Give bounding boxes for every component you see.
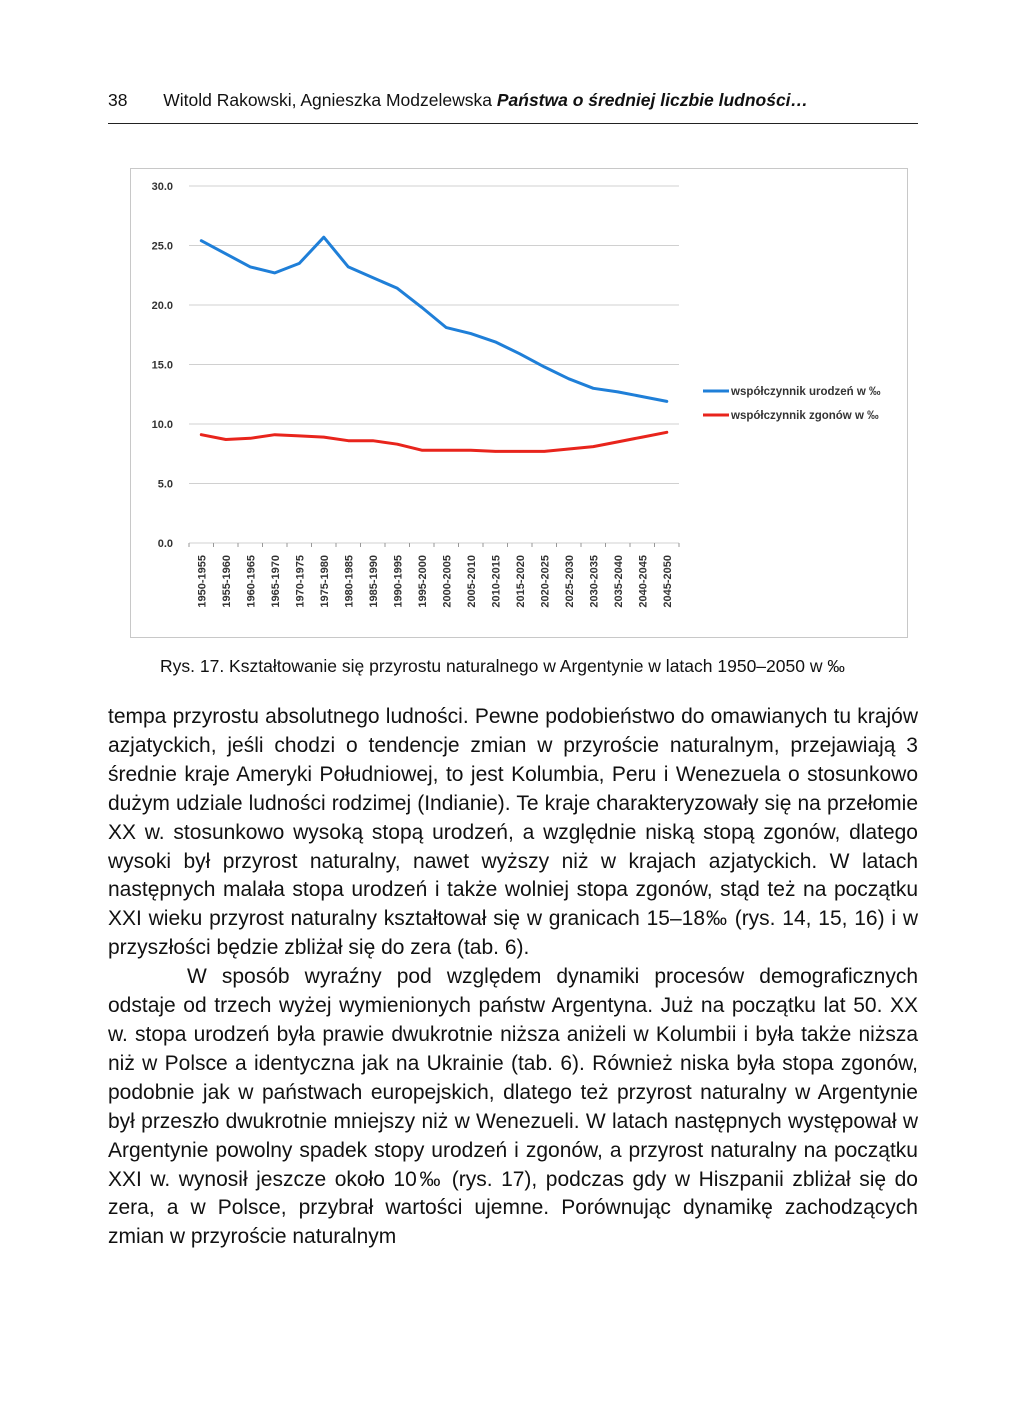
x-tick-label: 1980-1985 bbox=[343, 555, 356, 608]
data-point bbox=[372, 439, 374, 441]
header-rule bbox=[108, 123, 918, 124]
data-point bbox=[666, 400, 668, 402]
figure-chart bbox=[130, 168, 908, 638]
x-tick-label: 1960-1965 bbox=[245, 555, 258, 608]
data-point bbox=[200, 240, 202, 242]
x-tick-label: 2045-2050 bbox=[661, 555, 674, 608]
data-point bbox=[617, 391, 619, 393]
data-point bbox=[568, 448, 570, 450]
series-line bbox=[201, 432, 667, 451]
data-point bbox=[274, 434, 276, 436]
data-point bbox=[249, 437, 251, 439]
data-point bbox=[421, 306, 423, 308]
x-tick-label: 2005-2010 bbox=[465, 555, 478, 608]
x-tick-label: 2025-2030 bbox=[563, 555, 576, 608]
data-point bbox=[396, 443, 398, 445]
legend-label: współczynnik zgonów w ‰ bbox=[731, 410, 879, 422]
y-tick-label: 30.0 bbox=[151, 181, 173, 193]
y-tick-label: 25.0 bbox=[151, 240, 173, 253]
data-point bbox=[396, 287, 398, 289]
paragraph-2: W sposób wyraźny pod względem dynamiki procesów demograficznych odstaje od trzech wyżej wymienionych państw Argentyna. Już na początku lat 50. XX w. stopa urodzeń była prawie dwukrotnie niższa aniżeli w Kolumbii i była także niższa niż w Polsce a identyczna jak na Ukrainie (tab. 6). Również niska była stopa zgonów, podobnie jak w państwach europejskich, dlatego też przyrost naturalny w Argentynie był przeszło dwukrotnie mniejszy niż w Wenezueli. W latach następnych występował w Argentynie powolny spadek stopy urodzeń i zgonów, a przyrost naturalny na początku XXI w. wynosił jeszcze około 10‰ (rys. 17), podczas gdy w Hiszpanii zbliżał się do zera, a w Polsce, przybrał wartości ujemne. Porównując dynamikę zachodzących zmian w przyroście naturalnym bbox=[108, 965, 918, 1249]
data-point bbox=[372, 276, 374, 278]
x-tick-label: 1970-1975 bbox=[294, 555, 307, 608]
x-tick-label: 1995-2000 bbox=[416, 555, 429, 608]
x-tick-label: 1955-1960 bbox=[220, 555, 233, 608]
data-point bbox=[225, 253, 227, 255]
x-tick-label: 2020-2025 bbox=[539, 555, 552, 608]
data-point bbox=[641, 395, 643, 397]
body-text bbox=[108, 703, 918, 1252]
data-point bbox=[641, 436, 643, 438]
x-tick-label: 1985-1990 bbox=[367, 555, 380, 608]
y-tick-label: 5.0 bbox=[157, 478, 173, 491]
data-point bbox=[445, 326, 447, 328]
data-point bbox=[470, 449, 472, 451]
x-tick-label: 1965-1970 bbox=[269, 555, 282, 608]
data-point bbox=[519, 353, 521, 355]
figure-caption: Rys. 17. Kształtowanie się przyrostu naturalnego w Argentynie w latach 1950–2050 w ‰ bbox=[160, 656, 845, 676]
data-point bbox=[470, 332, 472, 334]
y-tick-label: 20.0 bbox=[151, 300, 173, 312]
x-tick-label: 2000-2005 bbox=[441, 555, 454, 608]
data-point bbox=[200, 434, 202, 436]
line-chart bbox=[131, 169, 909, 639]
header-title: Państwa o średniej liczbie ludności… bbox=[496, 90, 809, 110]
x-tick-label: 2030-2035 bbox=[588, 555, 601, 608]
data-point bbox=[347, 439, 349, 441]
series-line bbox=[201, 237, 667, 401]
x-tick-label: 2015-2020 bbox=[514, 555, 527, 608]
data-point bbox=[298, 435, 300, 437]
data-point bbox=[543, 366, 545, 368]
x-tick-label: 2035-2040 bbox=[612, 555, 625, 608]
data-point bbox=[568, 378, 570, 380]
x-tick-label: 1975-1980 bbox=[318, 555, 331, 608]
data-point bbox=[592, 387, 594, 389]
header-authors: Witold Rakowski, Agnieszka Modzelewska bbox=[163, 90, 492, 110]
x-tick-label: 1990-1995 bbox=[392, 555, 405, 608]
data-point bbox=[323, 236, 325, 238]
x-tick-label: 1950-1955 bbox=[196, 555, 209, 608]
data-point bbox=[347, 266, 349, 268]
data-point bbox=[323, 436, 325, 438]
legend-label: współczynnik urodzeń w ‰ bbox=[731, 386, 881, 398]
data-point bbox=[519, 450, 521, 452]
data-point bbox=[274, 272, 276, 274]
y-tick-label: 15.0 bbox=[151, 359, 173, 372]
data-point bbox=[225, 438, 227, 440]
paragraph-1: tempa przyrostu absolutnego ludności. Pewne podobieństwo do omawianych tu krajów azjatyckich, jeśli chodzi o tendencje zmian w przyroście naturalnym, przejawiają 3 średnie kraje Ameryki Południowej, to jest Kolumbia, Peru i Wenezuela o stosunkowo dużym udziale ludności rodzimej (Indianie). Te kraje charakteryzowały się na przełomie XX w. stosunkowo wysoką stopą urodzeń, a względnie niską stopą zgonów, dlatego wysoki był przyrost naturalny, nawet wyższy niż w krajach azjatyckich. W latach następnych malała stopa urodzeń i także wolniej stopa zgonów, stąd też na początku XXI wieku przyrost naturalny kształtował się w granicach 15–18‰ (rys. 14, 15, 16) i w przyszłości będzie zbliżał się do zera (tab. 6). bbox=[108, 705, 918, 960]
x-tick-label: 2040-2045 bbox=[637, 555, 650, 608]
x-tick-label: 2010-2015 bbox=[490, 555, 503, 608]
data-point bbox=[494, 341, 496, 343]
data-point bbox=[298, 262, 300, 264]
running-header bbox=[108, 90, 918, 111]
data-point bbox=[249, 266, 251, 268]
y-tick-label: 0.0 bbox=[157, 538, 173, 550]
data-point bbox=[592, 445, 594, 447]
data-point bbox=[494, 450, 496, 452]
data-point bbox=[543, 450, 545, 452]
page-number: 38 bbox=[108, 90, 128, 110]
data-point bbox=[617, 441, 619, 443]
data-point bbox=[666, 431, 668, 433]
data-point bbox=[445, 449, 447, 451]
y-tick-label: 10.0 bbox=[151, 419, 173, 431]
data-point bbox=[421, 449, 423, 451]
